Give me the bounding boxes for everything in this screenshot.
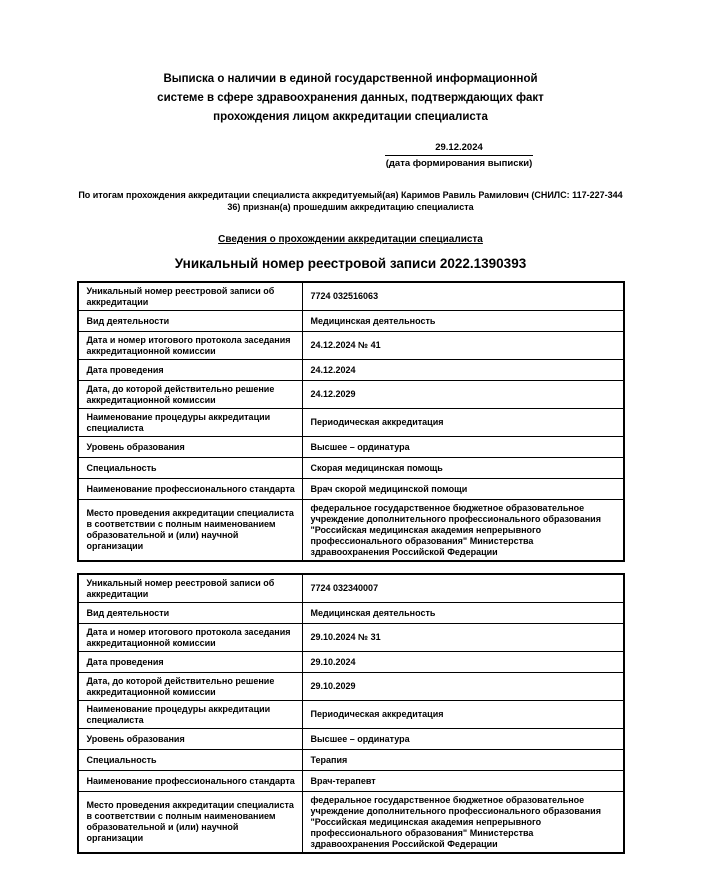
row-label: Наименование профессионального стандарта xyxy=(86,775,295,786)
date-caption: (дата формирования выписки) xyxy=(385,158,533,169)
row-label: Уникальный номер реестровой записи об аккредитации xyxy=(86,285,275,307)
row-label: Дата и номер итогового протокола заседания аккредитационной комиссии xyxy=(86,626,291,648)
row-value: 7724 032340007 xyxy=(302,575,623,602)
table-row xyxy=(79,499,623,560)
row-value: Медицинская деятельность xyxy=(302,603,623,623)
row-label: Специальность xyxy=(86,754,157,765)
row-label: Дата проведения xyxy=(86,364,164,375)
row-value: 24.12.2024 № 41 xyxy=(302,332,623,359)
table-row xyxy=(79,331,623,359)
title-line-1: Выписка о наличии в единой государственной информационной xyxy=(163,73,538,85)
table-row xyxy=(79,283,623,310)
table-row xyxy=(79,623,623,651)
row-label: Уникальный номер реестровой записи об аккредитации xyxy=(86,577,275,599)
table-row xyxy=(79,310,623,331)
row-label: Наименование профессионального стандарта xyxy=(86,483,295,494)
table-row xyxy=(79,436,623,457)
table-row xyxy=(79,700,623,728)
row-value: 29.10.2024 xyxy=(302,652,623,672)
row-value: Скорая медицинская помощь xyxy=(302,458,623,478)
row-value: 24.12.2024 xyxy=(302,360,623,380)
row-label: Место проведения аккредитации специалиста в соответствии с полным наименованием образовательной и (или) научной организации xyxy=(86,508,294,551)
table-row xyxy=(79,380,623,408)
document-title xyxy=(0,70,701,127)
table-row xyxy=(79,749,623,770)
row-value: Высшее – ординатура xyxy=(302,437,623,457)
date-block xyxy=(385,142,533,170)
table-row xyxy=(79,728,623,749)
table-row xyxy=(79,602,623,623)
row-label: Дата проведения xyxy=(86,656,164,667)
table-row xyxy=(79,791,623,852)
row-value: 24.12.2029 xyxy=(302,381,623,408)
registry-number-heading: Уникальный номер реестровой записи 2022.1390393 xyxy=(174,256,527,271)
row-label: Дата, до которой действительно решение аккредитационной комиссии xyxy=(86,383,275,405)
row-label: Дата и номер итогового протокола заседания аккредитационной комиссии xyxy=(86,334,291,356)
table-row xyxy=(79,478,623,499)
title-line-3: прохождения лицом аккредитации специалиста xyxy=(213,111,488,123)
intro-paragraph: По итогам прохождения аккредитации специалиста аккредитуемый(ая) Каримов Равиль Рамилович (СНИЛС: 117-227-344 36) признан(а) прошедшим аккредитацию специалиста xyxy=(78,190,623,212)
row-label: Место проведения аккредитации специалиста в соответствии с полным наименованием образовательной и (или) научной организации xyxy=(86,800,294,843)
row-value: Медицинская деятельность xyxy=(302,311,623,331)
row-value: федеральное государственное бюджетное образовательное учреждение дополнительного профессионального образования "Российская медицинская академия непрерывного профессионального образования" Министерства здравоохранения Российской Федерации xyxy=(302,792,623,852)
row-label: Специальность xyxy=(86,462,157,473)
row-value: 29.10.2024 № 31 xyxy=(302,624,623,651)
table-row xyxy=(79,359,623,380)
row-value: 29.10.2029 xyxy=(302,673,623,700)
extract-date: 29.12.2024 xyxy=(385,142,533,156)
row-value: Врач-терапевт xyxy=(302,771,623,791)
row-value: Врач скорой медицинской помощи xyxy=(302,479,623,499)
table-row xyxy=(79,408,623,436)
table-row xyxy=(79,651,623,672)
table-row xyxy=(79,672,623,700)
row-value: 7724 032516063 xyxy=(302,283,623,310)
row-label: Дата, до которой действительно решение аккредитационной комиссии xyxy=(86,675,275,697)
table-row xyxy=(79,770,623,791)
row-label: Уровень образования xyxy=(86,733,185,744)
table-row xyxy=(79,457,623,478)
row-value: федеральное государственное бюджетное образовательное учреждение дополнительного профессионального образования "Российская медицинская академия непрерывного профессионального образования" Министерства здравоохранения Российской Федерации xyxy=(302,500,623,560)
row-value: Периодическая аккредитация xyxy=(302,701,623,728)
row-value: Терапия xyxy=(302,750,623,770)
title-line-2: системе в сфере здравоохранения данных, подтверждающих факт xyxy=(157,92,544,104)
row-value: Высшее – ординатура xyxy=(302,729,623,749)
row-label: Уровень образования xyxy=(86,441,185,452)
row-label: Вид деятельности xyxy=(86,607,170,618)
row-value: Периодическая аккредитация xyxy=(302,409,623,436)
accreditation-table-2 xyxy=(77,573,625,854)
section-header: Сведения о прохождении аккредитации специалиста xyxy=(218,234,483,245)
row-label: Наименование процедуры аккредитации специалиста xyxy=(86,703,271,725)
accreditation-table-1 xyxy=(77,281,625,562)
row-label: Вид деятельности xyxy=(86,315,170,326)
table-row xyxy=(79,575,623,602)
row-label: Наименование процедуры аккредитации специалиста xyxy=(86,411,271,433)
